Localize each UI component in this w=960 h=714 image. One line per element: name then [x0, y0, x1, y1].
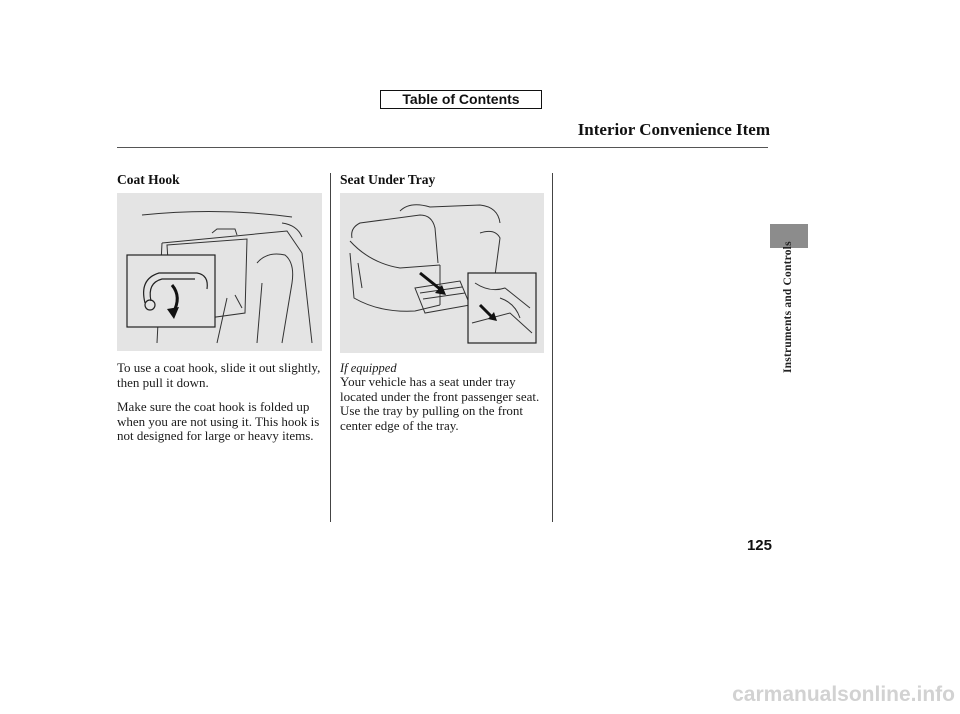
coat-hook-paragraph: Make sure the coat hook is folded up when you are not using it. This hook is not designed for large or heavy items.: [117, 399, 320, 443]
column-divider-right: [552, 173, 553, 522]
seat-tray-text: [340, 375, 550, 443]
page-title: Interior Convenience Item: [577, 120, 770, 139]
coat-hook-title: Coat Hook: [117, 172, 180, 187]
watermark: carmanualsonline.info: [732, 683, 955, 706]
section-side-label: [781, 241, 795, 375]
column-divider-left: [330, 173, 331, 522]
page-number: 125: [746, 537, 772, 554]
table-of-contents-button[interactable]: Table of Contents: [380, 90, 542, 109]
seat-tray-title: Seat Under Tray: [340, 172, 436, 187]
section-side-label-text: Instruments and Controls: [782, 241, 794, 373]
header-rule: [117, 147, 768, 148]
coat-hook-illustration: [117, 193, 322, 351]
if-equipped-note: If equipped: [340, 361, 397, 375]
coat-hook-text: [117, 361, 327, 454]
coat-hook-paragraph: To use a coat hook, slide it out slightly, then pull it down.: [117, 360, 321, 390]
seat-tray-paragraph: Your vehicle has a seat under tray located under the front passenger seat. Use the tray by pulling on the front center edge of the tray.: [340, 374, 540, 433]
seat-tray-illustration: [340, 193, 544, 353]
